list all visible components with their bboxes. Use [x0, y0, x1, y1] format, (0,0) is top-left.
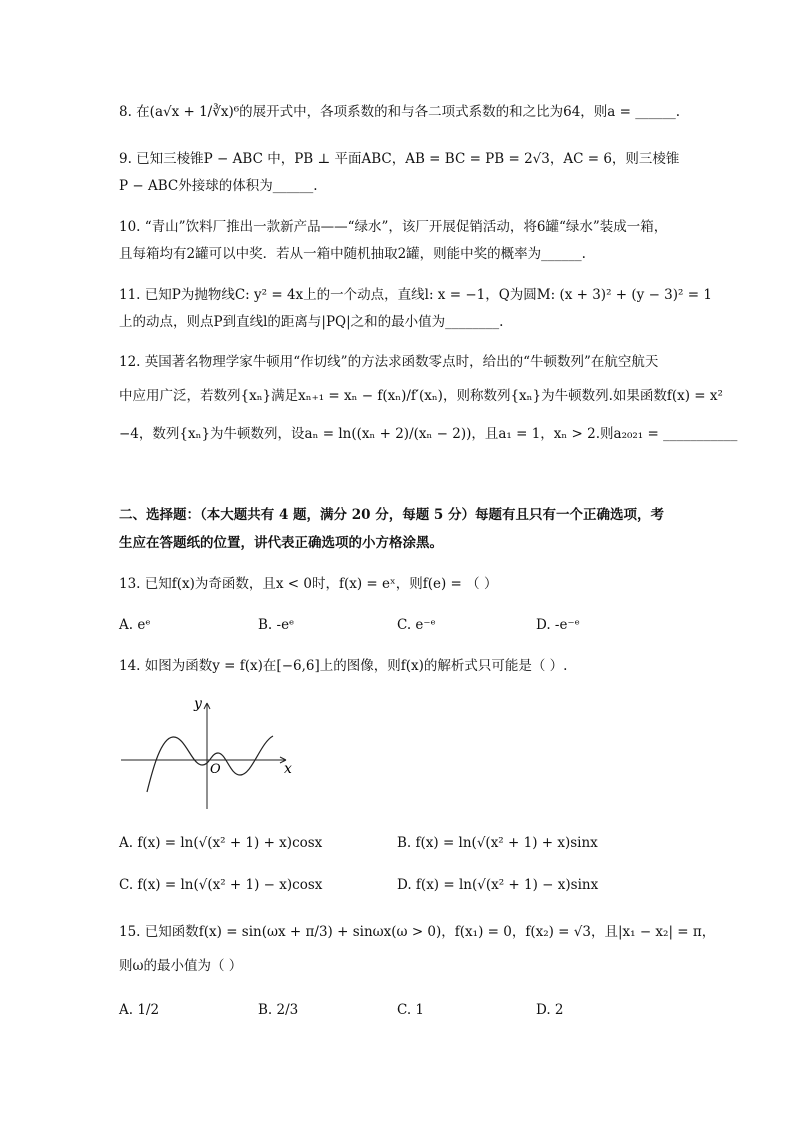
q14-option-b: B. f(x) = ln(√(x² + 1) + x)sinx: [397, 835, 598, 851]
origin-label: O: [210, 762, 221, 777]
question-12-line-1: 12. 英国著名物理学家牛顿用“作切线”的方法求函数零点时，给出的“牛顿数列”在航空航天: [119, 354, 659, 370]
question-11-line-1: 11. 已知P为抛物线C: y² = 4x上的一个动点，直线l: x = −1，Q为圆M: (x + 3)² + (y − 3)² = 1: [119, 287, 712, 303]
q13-option-d: D. -e⁻ᵉ: [536, 617, 580, 633]
q14-option-d: D. f(x) = ln(√(x² + 1) − x)sinx: [397, 877, 599, 893]
question-12-line-2: 中应用广泛，若数列{xₙ}满足xₙ₊₁ = xₙ − f(xₙ)/f′(xₙ)，则称数列{xₙ}为牛顿数列.如果函数f(x) = x²: [119, 388, 723, 404]
question-9-line-1: 9. 已知三棱锥P − ABC 中，PB ⊥ 平面ABC，AB = BC = PB = 2√3，AC = 6，则三棱锥: [119, 151, 680, 167]
q14-option-c: C. f(x) = ln(√(x² + 1) − x)cosx: [119, 877, 323, 893]
q13-option-b: B. -eᵉ: [258, 617, 295, 633]
question-15-line-2: 则ω的最小值为（ ）: [119, 958, 243, 974]
q13-option-a: A. eᵉ: [119, 617, 151, 633]
q14-option-a: A. f(x) = ln(√(x² + 1) + x)cosx: [119, 835, 323, 851]
question-15-line-1: 15. 已知函数f(x) = sin(ωx + π/3) + sinωx(ω > 0)，f(x₁) = 0，f(x₂) = √3，且|x₁ − x₂| = π，: [119, 924, 716, 940]
q13-option-c: C. e⁻ᵉ: [397, 617, 436, 633]
question-11-line-2: 上的动点，则点P到直线l的距离与|PQ|之和的最小值为________.: [119, 314, 504, 330]
question-12-line-3: −4，数列{xₙ}为牛顿数列，设aₙ = ln((xₙ + 2)/(xₙ − 2))，且a₁ = 1，xₙ > 2.则a₂₀₂₁ = ___________: [119, 426, 738, 442]
q15-option-b: B. 2/3: [258, 1002, 299, 1018]
question-14: 14. 如图为函数y = f(x)在[−6,6]上的图像，则f(x)的解析式只可能是（ ）.: [119, 658, 568, 674]
question-10-line-2: 且每箱均有2罐可以中奖．若从一箱中随机抽取2罐，则能中奖的概率为______.: [119, 246, 586, 262]
function-graph: [118, 693, 298, 813]
x-axis-label: x: [284, 761, 292, 777]
y-axis-label: y: [194, 696, 202, 712]
section-2-heading-line-2: 生应在答题纸的位置，讲代表正确选项的小方格涂黑。: [119, 535, 443, 551]
q15-option-c: C. 1: [397, 1002, 425, 1018]
question-13: 13. 已知f(x)为奇函数，且x < 0时，f(x) = eˣ，则f(e) = （ ）: [119, 576, 498, 592]
question-10-line-1: 10. “青山”饮料厂推出一款新产品——“绿水”，该厂开展促销活动，将6罐“绿水”装成一箱，: [119, 219, 668, 235]
question-8: 8. 在(a√x + 1/∛x)⁶的展开式中，各项系数的和与各二项式系数的和之比为64，则a = ______.: [119, 104, 681, 120]
question-9-line-2: P − ABC外接球的体积为______.: [119, 178, 318, 194]
q15-option-a: A. 1/2: [119, 1002, 160, 1018]
section-2-heading-line-1: 二、选择题：（本大题共有 4 题，满分 20 分，每题 5 分）每题有且只有一个正确选项，考: [119, 507, 665, 523]
q15-option-d: D. 2: [536, 1002, 564, 1018]
